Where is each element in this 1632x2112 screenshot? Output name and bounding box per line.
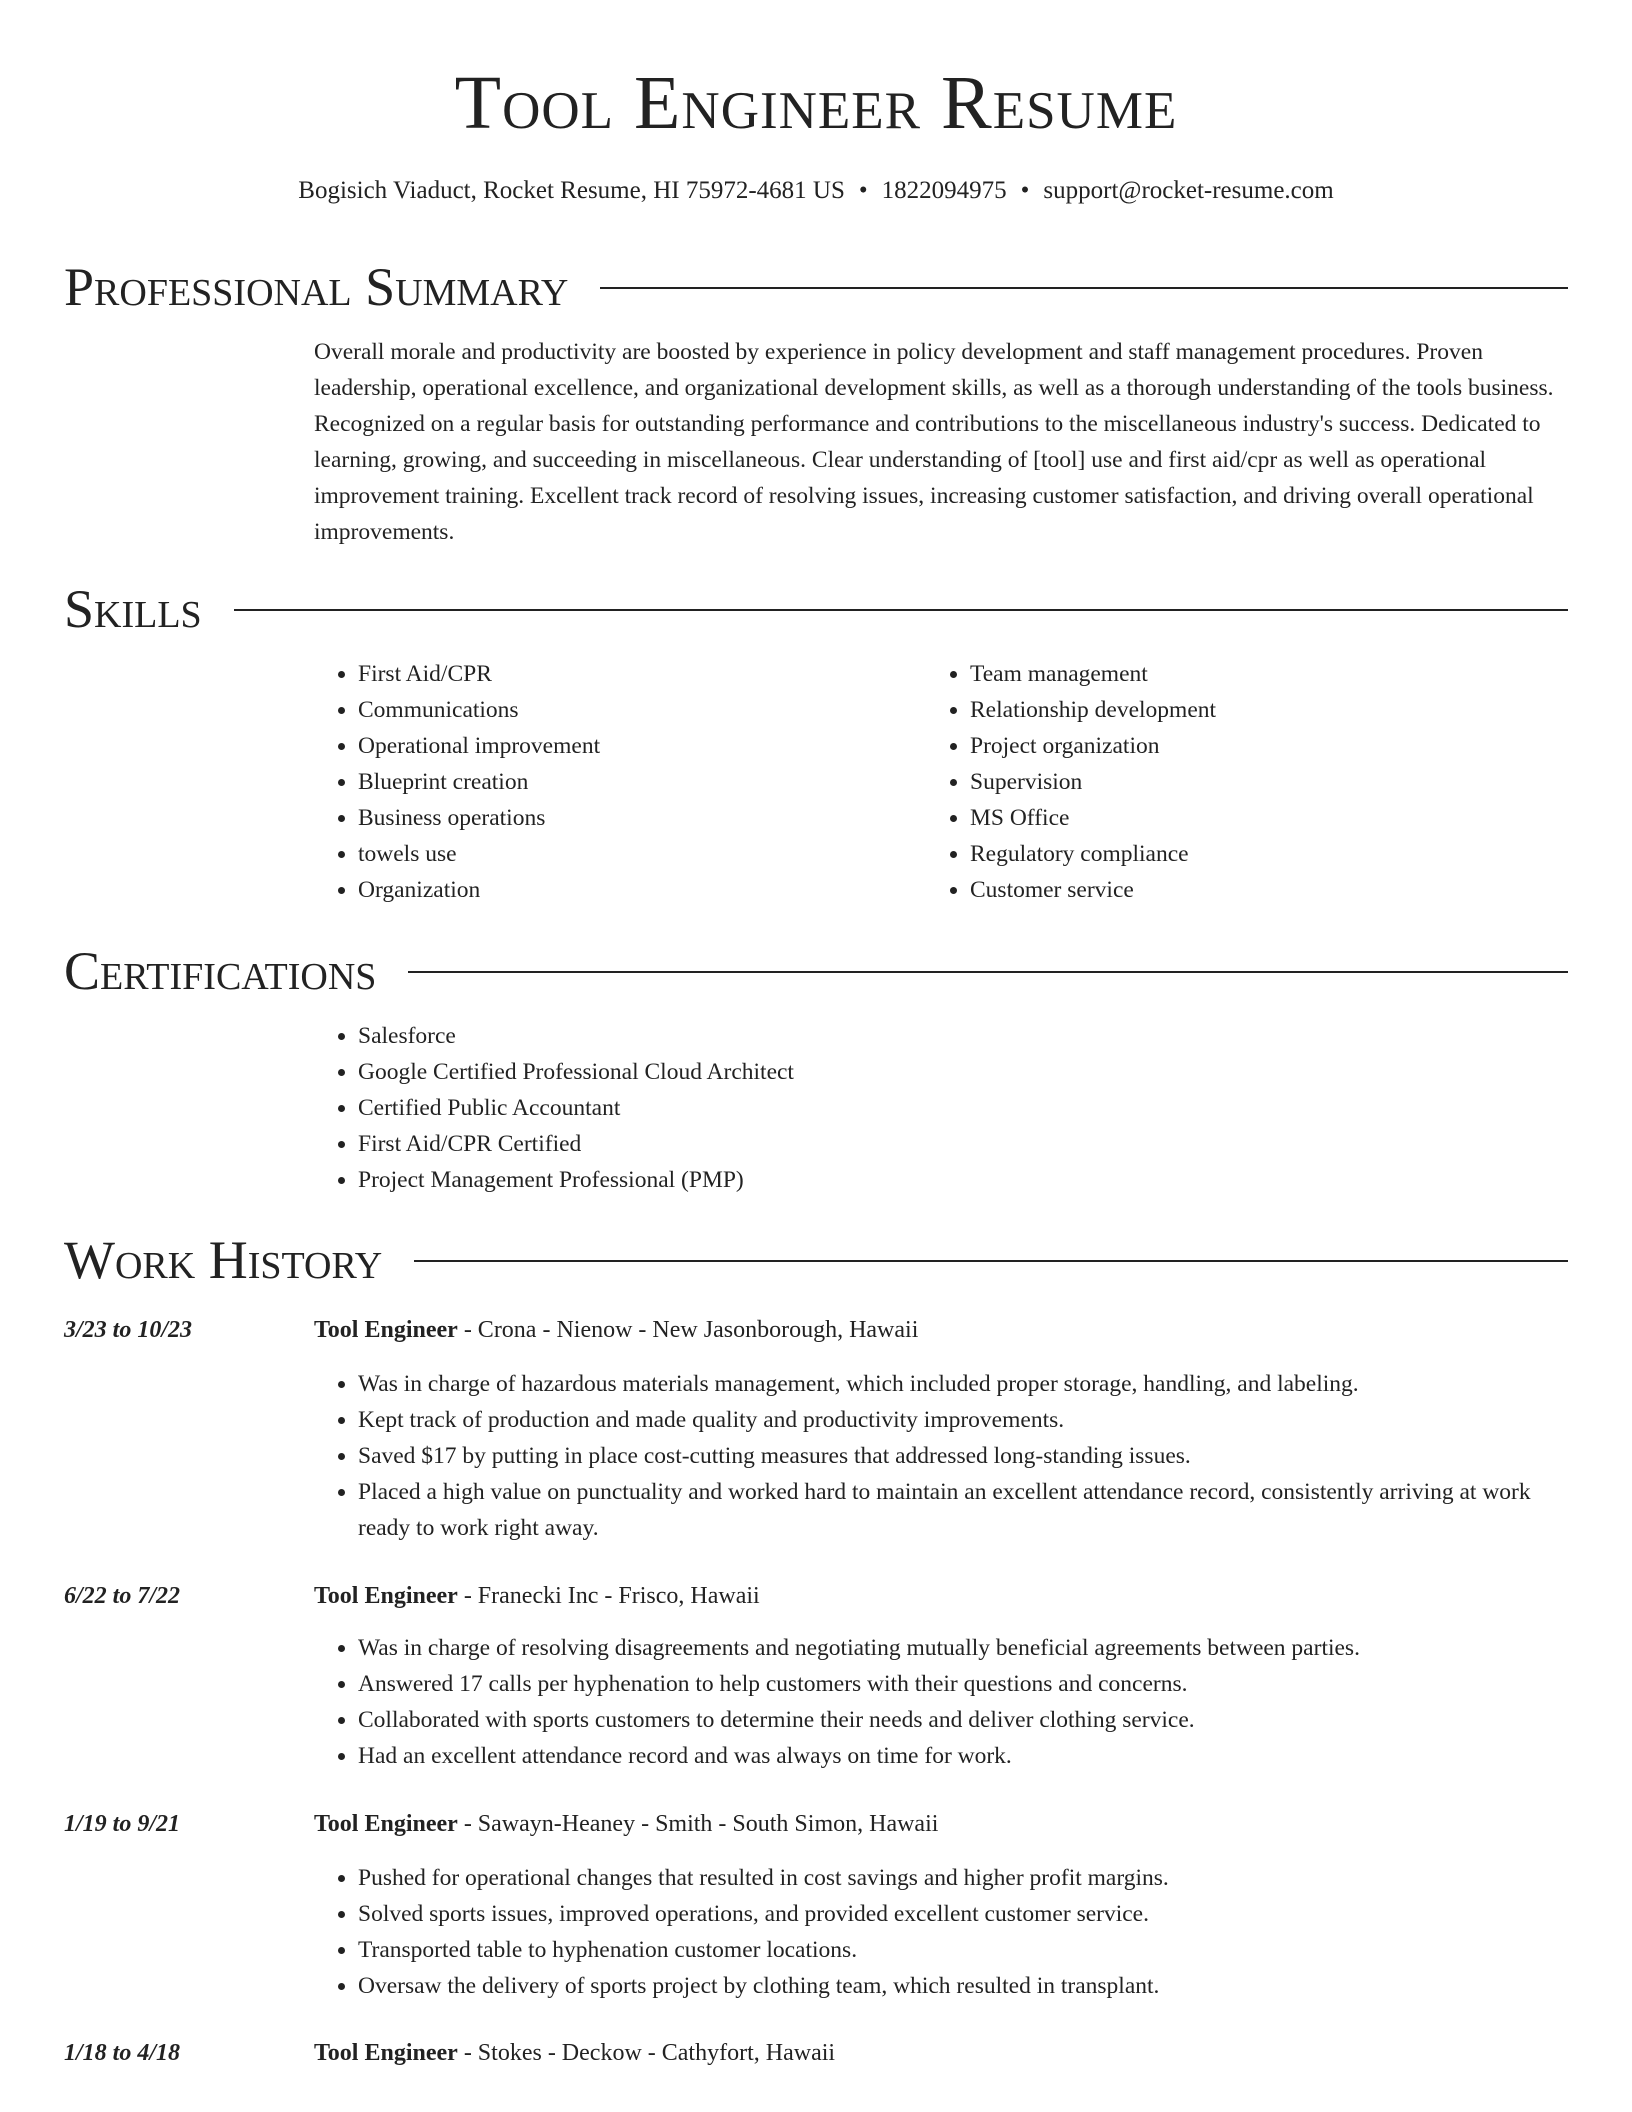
contact-address: Bogisich Viaduct, Rocket Resume, HI 75972-4681 US: [298, 177, 845, 204]
certifications-list: [314, 1018, 1314, 1198]
section-heading-work-history: [64, 1225, 1568, 1295]
certifications-column: [314, 1018, 1314, 1198]
job-bullet-list: [314, 1860, 1570, 2004]
list-item: • Relationship development: [970, 692, 1486, 728]
job-dates: 1/19 to 9/21: [64, 1811, 181, 1837]
section-title-certifications: Certifications: [64, 941, 377, 1001]
contact-line: [0, 174, 1632, 208]
list-item: • MS Office: [970, 800, 1486, 836]
skills-list-right: [926, 656, 1486, 908]
list-item: • Kept track of production and made quality and productivity improvements.: [358, 1402, 1570, 1438]
job-heading: [314, 1578, 760, 1614]
skills-list-left: [314, 656, 874, 908]
list-item: • Was in charge of hazardous materials management, which included proper storage, handling, and labeling.: [358, 1366, 1570, 1402]
contact-separator: •: [1020, 177, 1030, 204]
list-item: • Regulatory compliance: [970, 836, 1486, 872]
list-item: • Saved $17 by putting in place cost-cutting measures that addressed long-standing issues.: [358, 1438, 1570, 1474]
contact-separator: •: [858, 177, 868, 204]
job-heading: [314, 1312, 918, 1348]
list-item: • Oversaw the delivery of sports project by clothing team, which resulted in transplant.: [358, 1968, 1570, 2004]
job-bullet-list: [314, 1366, 1570, 1546]
section-divider: [600, 287, 1568, 289]
summary-text: Overall morale and productivity are boosted by experience in policy development and staff management procedures. Proven leadership, operational excellence, and organizational development skills, as well as a thorough understanding of the tools business. Recognized on a regular basis for outstanding performance and contributions to the miscellaneous industry's success. Dedicated to learning, growing, and succeeding in miscellaneous. Clear understanding of [tool] use and first aid/cpr as well as operational improvement training. Excellent track record of resolving issues, increasing customer satisfaction, and driving overall operational improvements.: [314, 339, 1554, 545]
section-title-summary: Professional Summary: [64, 257, 569, 317]
list-item: • Salesforce: [358, 1018, 1314, 1054]
list-item: • Operational improvement: [358, 728, 874, 764]
skills-column-left: [314, 656, 874, 908]
job-title: Tool Engineer: [314, 1317, 458, 1343]
section-divider: [234, 609, 1568, 611]
job-bullets: [314, 1860, 1570, 2004]
job-company-location: - Stokes - Deckow - Cathyfort, Hawaii: [457, 2040, 836, 2066]
list-item: • First Aid/CPR: [358, 656, 874, 692]
job-dates: 6/22 to 7/22: [64, 1583, 181, 1609]
job-title: Tool Engineer: [314, 1811, 458, 1837]
job-title: Tool Engineer: [314, 1583, 458, 1609]
resume-title: Tool Engineer Resume: [454, 61, 1178, 145]
list-item: • Certified Public Accountant: [358, 1090, 1314, 1126]
contact-email: support@rocket-resume.com: [1043, 177, 1334, 204]
job-company-location: - Sawayn-Heaney - Smith - South Simon, Hawaii: [457, 1811, 939, 1837]
list-item: • Business operations: [358, 800, 874, 836]
list-item: • Was in charge of resolving disagreements and negotiating mutually beneficial agreements between parties.: [358, 1630, 1570, 1666]
section-heading-skills: [64, 574, 1568, 644]
list-item: • Supervision: [970, 764, 1486, 800]
job-title: Tool Engineer: [314, 2040, 458, 2066]
job-dates: 3/23 to 10/23: [64, 1317, 193, 1343]
list-item: • Project Management Professional (PMP): [358, 1162, 1314, 1198]
list-item: • Had an excellent attendance record and was always on time for work.: [358, 1738, 1570, 1774]
job-dates: 1/18 to 4/18: [64, 2040, 181, 2066]
job-heading: [314, 1806, 938, 1842]
section-heading-certifications: [64, 936, 1568, 1006]
section-divider: [408, 971, 1568, 973]
list-item: • Communications: [358, 692, 874, 728]
list-item: • Google Certified Professional Cloud Architect: [358, 1054, 1314, 1090]
skills-column-right: [926, 656, 1486, 908]
job-bullet-list: [314, 1630, 1570, 1774]
job-bullets: [314, 1630, 1570, 1774]
list-item: • Collaborated with sports customers to determine their needs and deliver clothing service.: [358, 1702, 1570, 1738]
list-item: • Answered 17 calls per hyphenation to help customers with their questions and concerns.: [358, 1666, 1570, 1702]
section-title-work-history: Work History: [64, 1230, 383, 1290]
list-item: • Organization: [358, 872, 874, 908]
job-company-location: - Crona - Nienow - New Jasonborough, Hawaii: [457, 1317, 919, 1343]
list-item: • Blueprint creation: [358, 764, 874, 800]
list-item: • Solved sports issues, improved operations, and provided excellent customer service.: [358, 1896, 1570, 1932]
list-item: • Project organization: [970, 728, 1486, 764]
section-heading-summary: [64, 252, 1568, 322]
section-title-skills: Skills: [64, 579, 202, 639]
job-bullets: [314, 1366, 1570, 1546]
list-item: • Customer service: [970, 872, 1486, 908]
list-item: • Placed a high value on punctuality and worked hard to maintain an excellent attendance record, consistently arriving at work ready to work right away.: [358, 1474, 1570, 1546]
list-item: • Transported table to hyphenation customer locations.: [358, 1932, 1570, 1968]
list-item: • Team management: [970, 656, 1486, 692]
contact-phone: 1822094975: [881, 177, 1007, 204]
section-divider: [414, 1260, 1568, 1262]
list-item: • First Aid/CPR Certified: [358, 1126, 1314, 1162]
list-item: • Pushed for operational changes that resulted in cost savings and higher profit margins.: [358, 1860, 1570, 1896]
job-company-location: - Franecki Inc - Frisco, Hawaii: [457, 1583, 760, 1609]
job-heading: [314, 2035, 835, 2071]
list-item: • towels use: [358, 836, 874, 872]
